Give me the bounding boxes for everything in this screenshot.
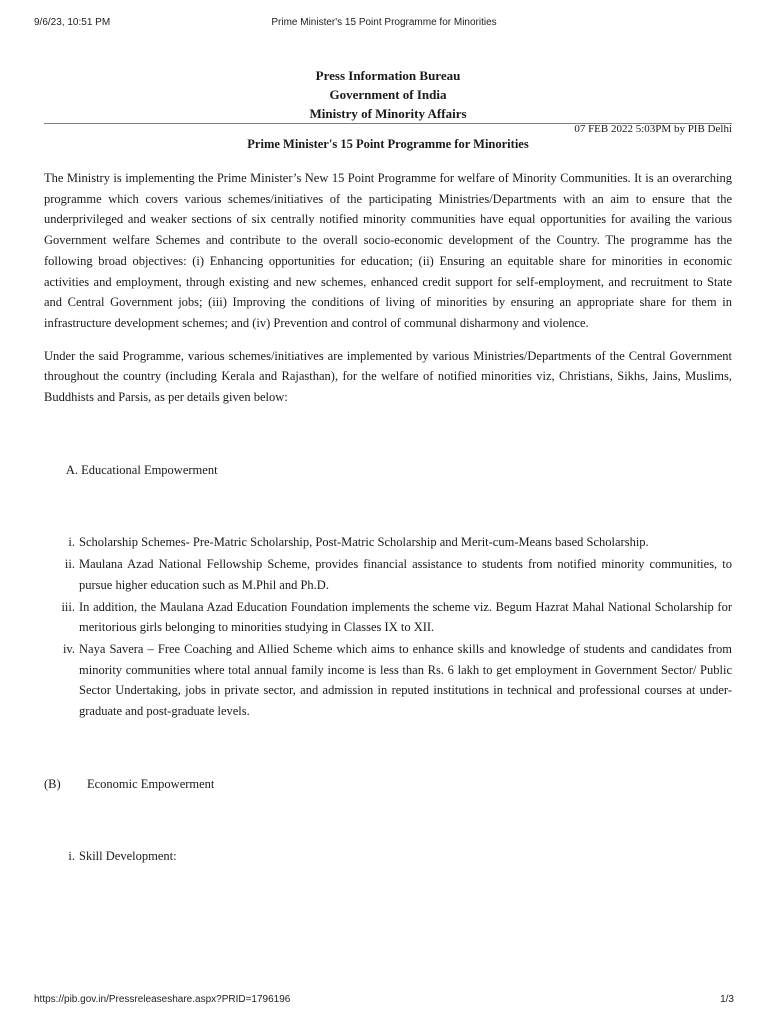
list-item-text: In addition, the Maulana Azad Education Foundation implements the scheme viz. Begum Hazrat Mahal National Scholarship for meritorious girls belonging to minorities studying in Classes IX to XII. bbox=[79, 599, 732, 635]
list-item-number: ii. bbox=[64, 557, 75, 572]
intro-paragraph: The Ministry is implementing the Prime Minister’s New 15 Point Programme for welfare of Minority Communities. It is an overarching programme which covers various schemes/initiatives of the participating Ministries/Departments with an aim to ensure that the underprivileged and weaker sections of six centrally notified minority communities have equal opportunities for availing the various Government welfare Schemes and contribute to the overall socio-economic development of the Country. The programme has the following broad objectives: (i) Enhancing opportunities for education; (ii) Ensuring an equitable share for minorities in economic activities and employment, through existing and new schemes, enhanced credit support for self-employment, and recruitment to State and Central Government jobs; (iii) Improving the conditions of living of minorities by ensuring an appropriate share for them in infrastructure development schemes; and (iv) Prevention and control of communal disharmony and violence. bbox=[44, 171, 732, 330]
release-title: Prime Minister's 15 Point Programme for Minorities bbox=[247, 137, 529, 151]
print-header bbox=[34, 17, 734, 31]
dateline: 07 FEB 2022 5:03PM by PIB Delhi bbox=[574, 123, 732, 135]
list-item bbox=[44, 639, 732, 722]
section-a-marker: A. bbox=[65, 462, 78, 477]
section-a-heading bbox=[44, 460, 732, 481]
list-item bbox=[44, 532, 732, 553]
print-footer bbox=[34, 994, 734, 1008]
print-datetime: 9/6/23, 10:51 PM bbox=[34, 17, 111, 28]
list-item-number: iv. bbox=[62, 641, 75, 656]
section-b-title: Economic Empowerment bbox=[87, 776, 215, 791]
section-b-heading bbox=[44, 774, 732, 795]
print-url: https://pib.gov.in/Pressreleaseshare.aspx?PRID=1796196 bbox=[34, 994, 291, 1005]
section-b-list bbox=[44, 846, 732, 867]
list-item-number: i. bbox=[68, 849, 75, 864]
section-a-list bbox=[44, 532, 732, 721]
release-body bbox=[44, 168, 732, 868]
print-page-title: Prime Minister's 15 Point Programme for Minorities bbox=[271, 17, 497, 28]
list-item-text: Naya Savera – Free Coaching and Allied Scheme which aims to enhance skills and knowledge of students and candidates from minority communities where total annual family income is less than Rs. 6 lakh to get employment in Government Sector/ Public Sector Undertaking, jobs in private sector, and admission in reputed institutions in technical and professional courses at under-graduate and post-graduate levels. bbox=[79, 641, 732, 719]
masthead-bureau: Press Information Bureau bbox=[315, 68, 461, 83]
masthead-ministry: Ministry of Minority Affairs bbox=[309, 106, 467, 121]
list-item-text: Maulana Azad National Fellowship Scheme, provides financial assistance to students from notified minority communities, to pursue higher education such as M.Phil and Ph.D. bbox=[79, 557, 732, 592]
list-item-text: Skill Development: bbox=[79, 849, 177, 864]
masthead bbox=[44, 66, 732, 123]
list-item-number: i. bbox=[68, 535, 75, 550]
list-item bbox=[44, 597, 732, 638]
section-a-title: Educational Empowerment bbox=[81, 462, 218, 477]
list-item-number: iii. bbox=[61, 599, 75, 614]
print-page-number: 1/3 bbox=[720, 994, 734, 1005]
list-item bbox=[44, 846, 732, 867]
programme-paragraph: Under the said Programme, various schemes/initiatives are implemented by various Ministries/Departments of the Central Government throughout the country (including Kerala and Rajasthan), for the welfare of notified minorities viz, Christians, Sikhs, Jains, Muslims, Buddhists and Parsis, as per details given below: bbox=[44, 348, 732, 405]
list-item bbox=[44, 554, 732, 595]
section-b-marker: (B) bbox=[44, 776, 61, 791]
masthead-government: Government of India bbox=[329, 87, 447, 102]
list-item-text: Scholarship Schemes- Pre-Matric Scholarship, Post-Matric Scholarship and Merit-cum-Means based Scholarship. bbox=[79, 535, 649, 550]
